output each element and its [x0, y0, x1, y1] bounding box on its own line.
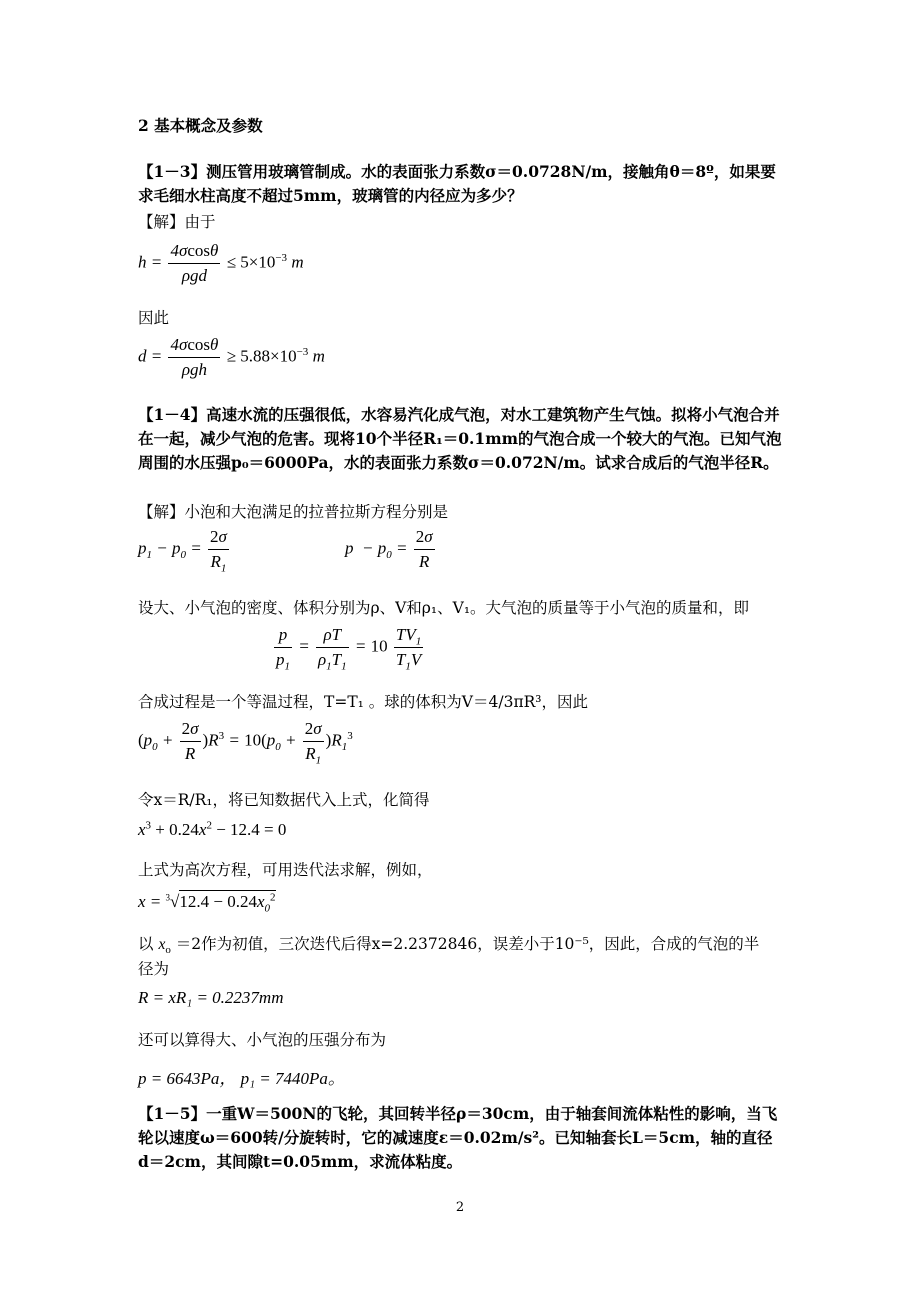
problem-tag: 【1－5】: [138, 1104, 207, 1123]
density-text: 设大、小气泡的密度、体积分别为ρ、V和ρ₁、V₁。大气泡的质量等于小气泡的质量和，即: [138, 599, 750, 617]
text-fragment: 径为: [138, 960, 170, 978]
problem-text: 测压管用玻璃管制成。水的表面张力系数σ＝0.0728N/m，接触角θ＝8º，如果要求毛细水柱高度不超过5mm，玻璃管的内径应为多少？: [138, 162, 776, 205]
solution-line: [138, 500, 783, 524]
equation-result-p: p = 6643Pa， p₁ = 7440Pa。: [138, 1069, 345, 1088]
x0-symbol: $x_o$: [158, 936, 171, 957]
text-fragment: 以: [138, 935, 154, 953]
equation-mass: $\frac{p}{p_1}$ = $\frac{\rho T}{\rho_1T_1}$ = 10 $\frac{TV_1}{T_1V}$: [276, 625, 422, 673]
problem-1-4: [138, 403, 783, 475]
solution-tag: 【解】: [138, 503, 185, 521]
therefore-line: 因此: [138, 309, 170, 327]
equation-combined: ($p_0$ + $\frac{2\sigma}{R}$ )$R^3 = 10(p_0$ + $\frac{2\sigma}{R_1}$ )$R_1^3$: [138, 719, 353, 767]
solution-line: [138, 210, 783, 234]
problem-text: 一重W＝500N的飞轮，其回转半径ρ＝30cm，由于轴套间流体粘性的影响，当飞轮以速度ω＝600转/分旋转时，它的减速度ε＝0.02m/s²。已知轴套长L＝5cm，轴的直径d＝2cm，其间隙t=0.05mm，求流体粘度。: [138, 1104, 778, 1171]
substitution-text: 令x＝R/R₁，将已知数据代入上式，化简得: [138, 791, 430, 809]
equation-h: h = $\frac{4\sigma\cos\theta}{\text{ρgd}}$ ≤ $5\times 10^{-3}$ m: [138, 241, 304, 285]
text-fragment: ＝2作为初值，三次迭代后得x=2.2372846，误差小于10⁻⁵，因此，合成的气泡的半: [175, 935, 760, 953]
problem-1-5: [138, 1102, 783, 1174]
problem-tag: 【1－3】: [138, 162, 207, 181]
problem-1-3: [138, 160, 783, 208]
problem-text: 高速水流的压强很低，水容易汽化成气泡，对水工建筑物产生气蚀。拟将小气泡合并在一起，减少气泡的危害。现将10个半径R₁＝0.1mm的气泡合成一个较大的气泡。已知气泡周围的水压强p₀＝6000Pa，水的表面张力系数σ＝0.072N/m。试求合成后的气泡半径R。: [138, 405, 782, 472]
isothermal-text: 合成过程是一个等温过程，T=T₁ 。球的体积为V＝4/3πR³，因此: [138, 693, 589, 711]
equation-d: d = $\frac{4\sigma\cos\theta}{\text{ρgh}}$ ≥ $5.88\times 10^{-3}$ m: [138, 335, 325, 379]
pressure-text: 还可以算得大、小气泡的压强分布为: [138, 1031, 387, 1049]
solution-tag: 【解】: [138, 213, 185, 231]
page-number: 2: [455, 1200, 465, 1215]
equation-laplace-large: $p - p_0$ = $\frac{2\sigma}{R}$: [345, 527, 433, 571]
equation-laplace-small: $p_1 - p_0$ = $\frac{2\sigma}{R_1}$: [138, 527, 227, 575]
equation-cubic: $x^3 + 0.24x^2 - 12.4 = 0$: [138, 819, 287, 839]
section-heading: 2 基本概念及参数: [138, 116, 263, 135]
initial-value-text: [138, 932, 783, 981]
equation-iteration: $x = ^3√12.4 - 0.24x_0^2$: [138, 891, 276, 915]
iteration-text: 上式为高次方程，可用迭代法求解，例如，: [138, 861, 433, 879]
solution-text: 由于: [184, 213, 216, 231]
problem-tag: 【1－4】: [138, 405, 207, 424]
solution-text: 小泡和大泡满足的拉普拉斯方程分别是: [184, 503, 449, 521]
equation-result-R: R = xR₁ = 0.2237mm: [138, 988, 284, 1007]
